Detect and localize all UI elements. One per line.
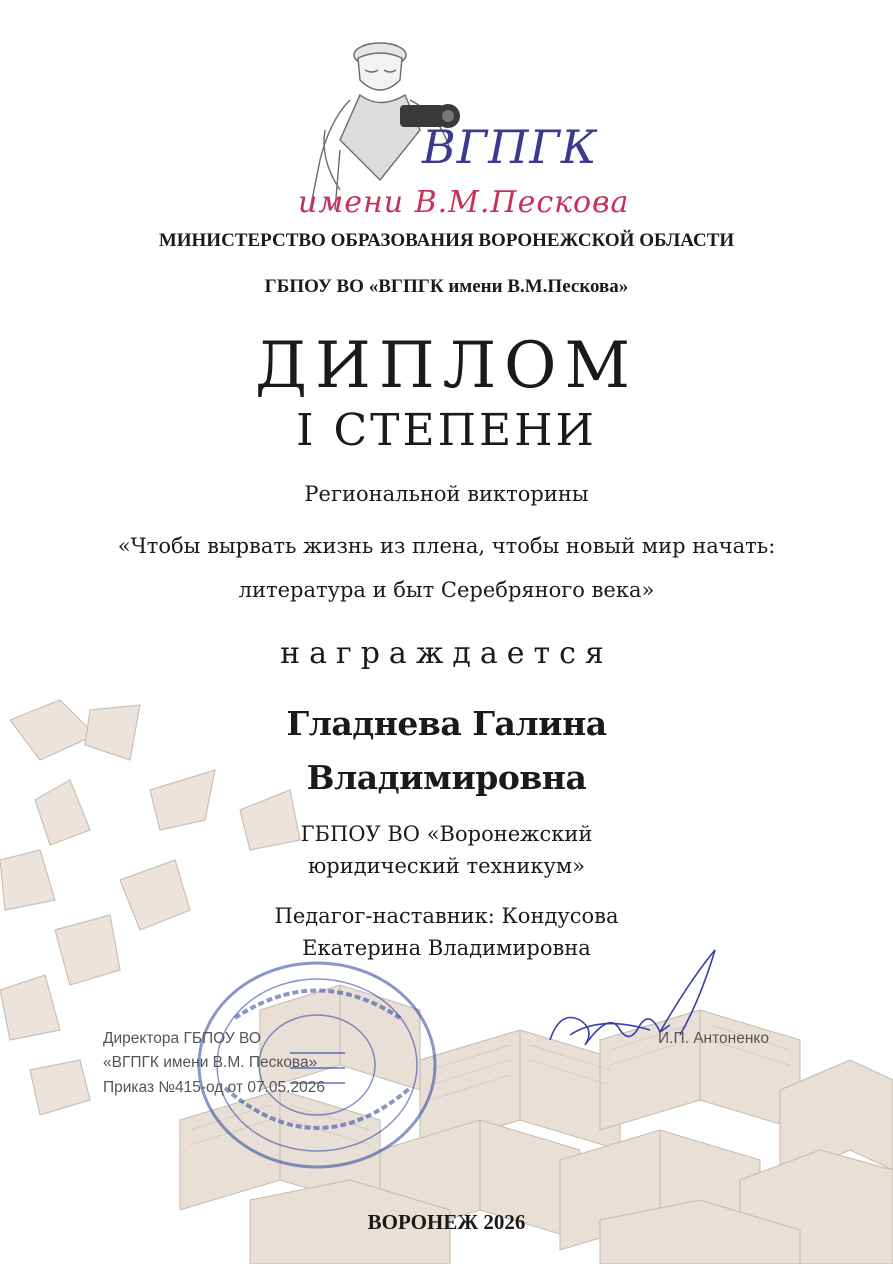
recipient-name-line-1: Гладнева Галина	[286, 704, 607, 743]
diploma-title: ДИПЛОМ	[254, 329, 639, 403]
director-position-line-2: «ВГПГК имени В.М. Пескова»	[103, 1054, 318, 1071]
mentor-line-2: Екатерина Владимировна	[302, 936, 591, 960]
organization-title: ГБПОУ ВО «ВГПГК имени В.М.Пескова»	[264, 276, 629, 297]
city-year: ВОРОНЕЖ 2026	[367, 1210, 526, 1234]
logo-abbreviation: ВГПГК	[422, 120, 598, 174]
event-line-2: «Чтобы вырвать жизнь из плена, чтобы новый мир начать:	[117, 534, 776, 558]
event-line-3: литература и быт Серебряного века»	[238, 578, 655, 602]
awarded-label: награждается	[280, 636, 613, 671]
institution-line-1: ГБПОУ ВО «Воронежский	[300, 822, 593, 846]
order-number: Приказ №415-од от 07.05.2026	[103, 1079, 325, 1096]
ministry-title: МИНИСТЕРСТВО ОБРАЗОВАНИЯ ВОРОНЕЖСКОЙ ОБЛАСТИ	[158, 230, 735, 251]
college-logo	[280, 20, 630, 230]
director-position-line-1: Директора ГБПОУ ВО	[103, 1030, 261, 1047]
event-line-1: Региональной викторины	[304, 482, 589, 506]
logo-name-line: имени В.М.Пескова	[298, 185, 630, 220]
recipient-name-line-2: Владимировна	[306, 758, 587, 797]
diploma-degree: I СТЕПЕНИ	[296, 405, 597, 456]
institution-line-2: юридический техникум»	[307, 854, 586, 878]
signer-name: И.П. Антоненко	[658, 1030, 769, 1047]
mentor-line-1: Педагог-наставник: Кондусова	[274, 904, 619, 928]
